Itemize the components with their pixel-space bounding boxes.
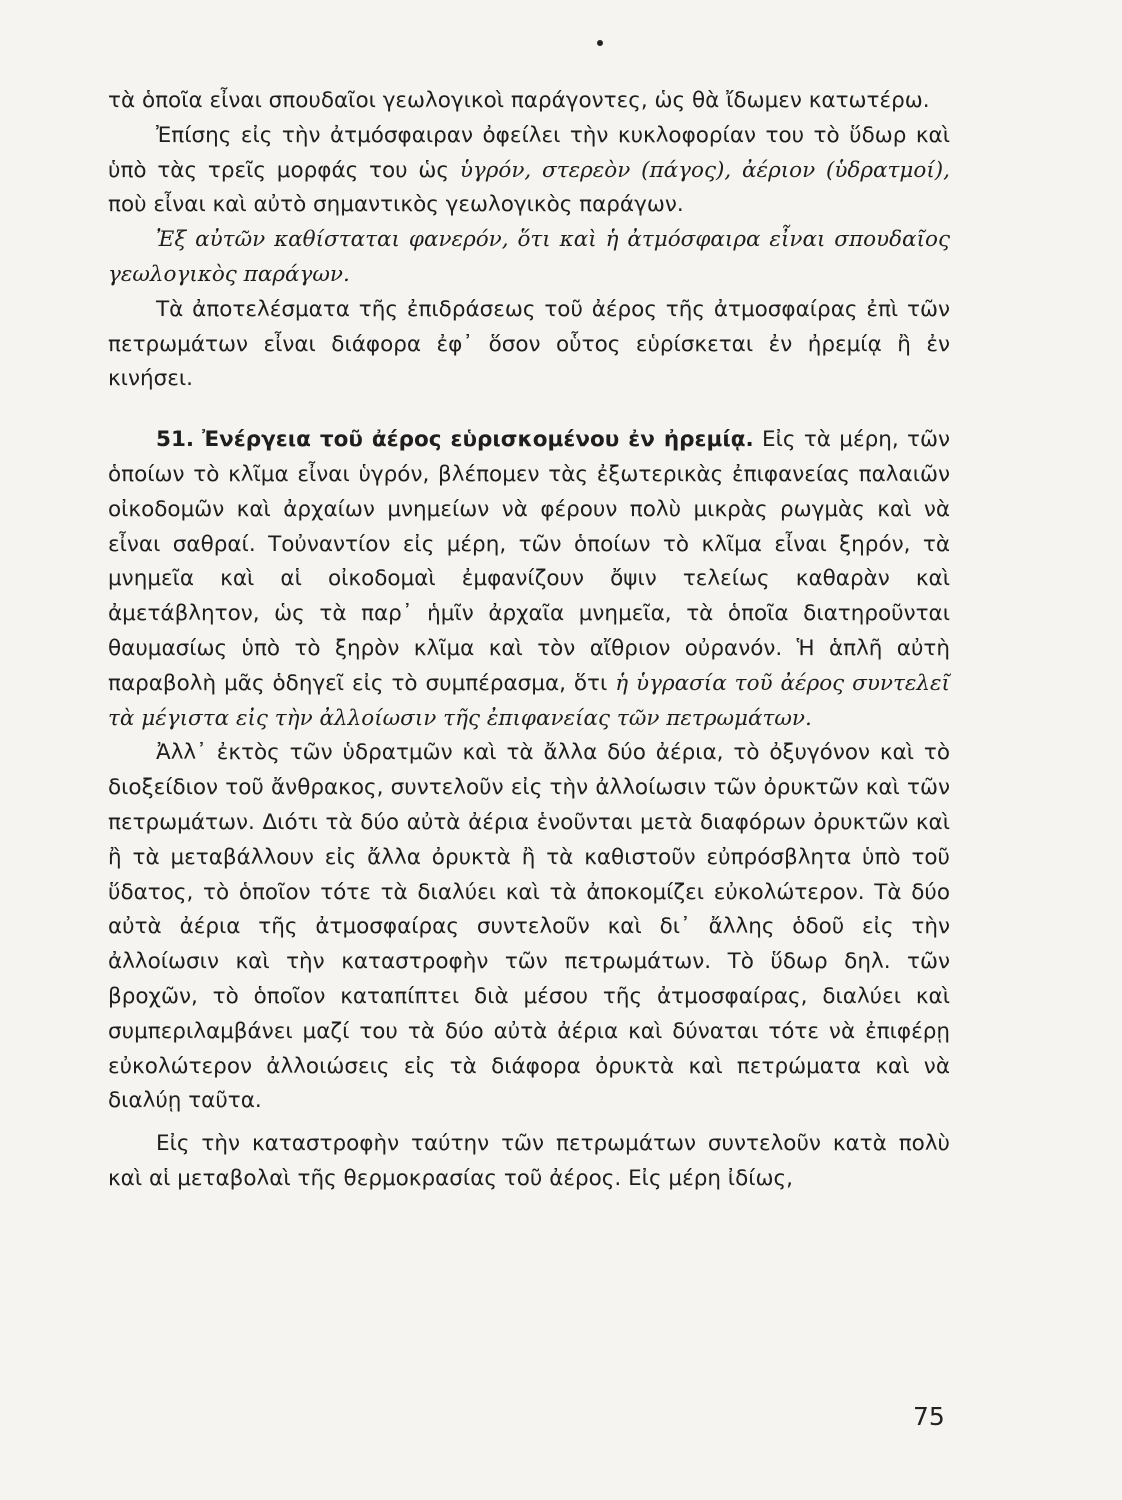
- paragraph-conclusion: [108, 223, 950, 293]
- paragraph-text: ποὺ εἶναι καὶ αὐτὸ σημαντικὸς γεωλογικὸς παράγων.: [108, 192, 684, 218]
- emphasis-text: ἡ ὑγρασία τοῦ ἀέρος συντελεῖ τὰ μέγιστα εἰς τὴν ἀλλοίωσιν τῆς ἐπιφανείας τῶν πετρωμάτων.: [108, 670, 950, 731]
- paragraph-text: Ἀλλ᾽ ἐκτὸς τῶν ὑδρατμῶν καὶ τὰ ἄλλα δύο ἀέρια, τὸ ὀξυγόνον καὶ τὸ διοξείδιον τοῦ ἄνθρακος, συντελοῦν εἰς τὴν ἀλλοίωσιν τῶν ὀρυκτῶν καὶ τῶν πετρωμάτων. Διότι τὰ δύο αὐτὰ ἀέρια ἑνοῦνται μετὰ διαφόρων ὀρυκτῶν καὶ ἢ τὰ μεταβάλλουν εἰς ἄλλα ὀρυκτὰ ἢ τὰ καθιστοῦν εὐπρόσβλητα ὑπὸ τοῦ ὕδατος, τὸ ὁποῖον τότε τὰ διαλύει καὶ τὰ ἀποκομίζει εὐκολώτερον. Τὰ δύο αὐτὰ ἀέρια τῆς ἀτμοσφαίρας συντελοῦν καὶ δι᾽ ἄλλης ὁδοῦ εἰς τὴν ἀλλοίωσιν καὶ τὴν καταστροφὴν τῶν πετρωμάτων. Τὸ ὕδωρ δηλ. τῶν βροχῶν, τὸ ὁποῖον καταπίπτει διὰ μέσου τῆς ἀτμοσφαίρας, διαλύει καὶ συμπεριλαμβάνει μαζί του τὰ δύο αὐτὰ ἀέρια καὶ δύναται τότε νὰ ἐπιφέρῃ εὐκολώτερον ἀλλοιώσεις εἰς τὰ διάφορα ὀρυκτὰ καὶ πετρώματα καὶ νὰ διαλύῃ ταῦτα.: [108, 740, 950, 1114]
- paragraph-temperature: [108, 1127, 950, 1197]
- paragraph-text: Τὰ ἀποτελέσματα τῆς ἐπιδράσεως τοῦ ἀέρος τῆς ἀτμοσφαίρας ἐπὶ τῶν πετρωμάτων εἶναι διάφορα ἐφ᾽ ὅσον οὗτος εὑρίσκεται ἐν ἠρεμίᾳ ἢ ἐν κινήσει.: [108, 296, 950, 392]
- paragraph-text: Ἐπίσης εἰς τὴν ἀτμόσφαιραν ὀφείλει τὴν κυκλοφορίαν του τὸ ὕδωρ καὶ ὑπὸ τὰς τρεῖς μορφάς του ὡς: [108, 122, 950, 183]
- paragraph-text: τὰ ὁποῖα εἶναι σπουδαῖοι γεωλογικοὶ παράγοντες, ὡς θὰ ἴδωμεν κατωτέρω.: [108, 88, 930, 113]
- emphasis-text: ὑγρόν, στερεὸν (πάγος), ἀέριον (ὑδρατμοί),: [459, 157, 950, 183]
- page-number: 75: [913, 1402, 945, 1431]
- emphasis-text: Ἐξ αὐτῶν καθίσταται φανερόν, ὅτι καὶ ἡ ἀτμόσφαιρα εἶναι σπουδαῖος γεωλογικὸς παράγων.: [108, 227, 950, 287]
- section-51: [108, 423, 950, 736]
- paragraph-gases: [108, 736, 950, 1119]
- paragraph-water-forms: [108, 119, 950, 223]
- section-title: Ἐνέργεια τοῦ ἀέρος εὑρισκομένου ἐν ἠρεμίᾳ.: [202, 427, 754, 453]
- paragraph-text: Εἰς τὰ μέρη, τῶν ὁποίων τὸ κλῖμα εἶναι ὑγρόν, βλέπομεν τὰς ἐξωτερικὰς ἐπιφανείας παλαιῶν οἰκοδομῶν καὶ ἀρχαίων μνημείων νὰ φέρουν πολὺ μικρὰς ρωγμὰς καὶ νὰ εἶναι σαθραί. Τοὐναντίον εἰς μέρη, τῶν ὁποίων τὸ κλῖμα εἶναι ξηρόν, τὰ μνημεῖα καὶ αἱ οἰκοδομαὶ ἐμφανίζουν ὄψιν τελείως καθαρὰν καὶ ἀμετάβλητον, ὡς τὰ παρ᾽ ἡμῖν ἀρχαῖα μνημεῖα, τὰ ὁποῖα διατηροῦνται θαυμασίως ὑπὸ τὸ ξηρὸν κλῖμα καὶ τὸν αἴθριον οὐρανόν. Ἡ ἁπλῆ αὐτὴ παραβολὴ μᾶς ὁδηγεῖ εἰς τὸ συμπέρασμα, ὅτι: [108, 427, 950, 696]
- paragraph-continuation: [108, 84, 950, 119]
- paragraph-effects: [108, 293, 950, 397]
- printer-mark-dot: [597, 40, 603, 46]
- paragraph-text: Εἰς τὴν καταστροφὴν ταύτην τῶν πετρωμάτων συντελοῦν κατὰ πολὺ καὶ αἱ μεταβολαὶ τῆς θερμοκρασίας τοῦ ἀέρος. Εἰς μέρη ἰδίως,: [108, 1131, 950, 1191]
- page-body-text: [108, 84, 950, 1197]
- section-number: 51.: [156, 427, 195, 453]
